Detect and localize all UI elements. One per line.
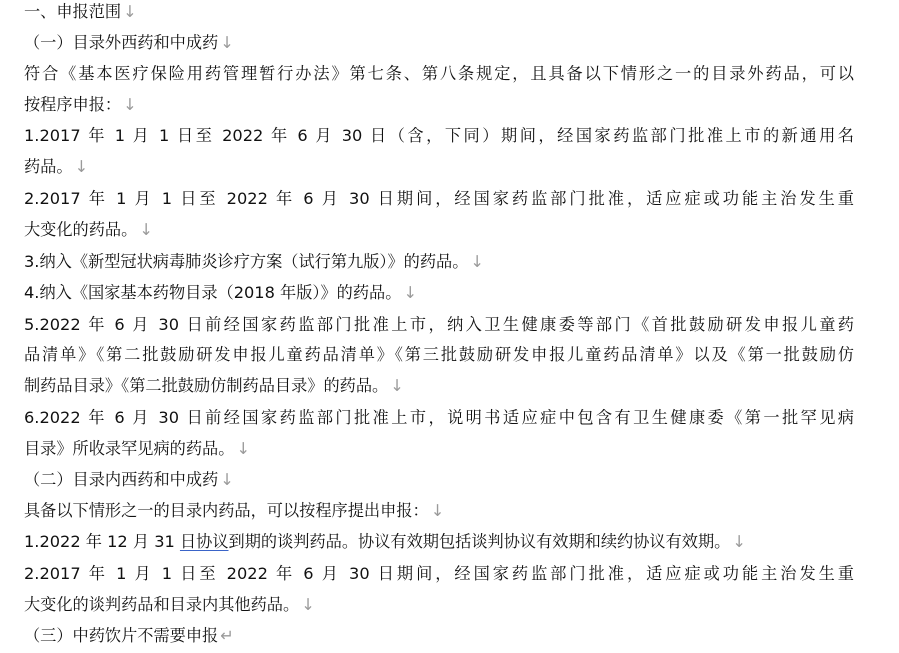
paragraph-mark: ↓ (301, 595, 315, 614)
subsection-heading: （一）目录外西药和中成药 ↓ (24, 33, 234, 52)
text-line: 符合《基本医疗保险用药管理暂行办法》第七条、第八条规定，且具备以下情形之一的目录外药品，可以 (24, 64, 854, 83)
list-item-line: 5.2022 年 6 月 30 日前经国家药监部门批准上市，纳入卫生健康委等部门《首批鼓励研发申报儿童药 (24, 315, 854, 334)
section-heading: 一、申报范围 ↓ (24, 2, 137, 21)
text-line: 具备以下情形之一的目录内药品，可以按程序提出申报： ↓ (24, 501, 445, 520)
paragraph-mark: ↓ (390, 376, 404, 395)
paragraph-mark: ↓ (732, 532, 746, 551)
paragraph-mark: ↓ (123, 2, 137, 21)
list-item-line: 1.2017 年 1 月 1 日至 2022 年 6 月 30 日（含，下同）期间，经国家药监部门批准上市的新通用名 (24, 126, 854, 145)
paragraph-mark: ↓ (220, 470, 234, 489)
text-line: 按程序申报： ↓ (24, 95, 137, 114)
paragraph-mark: ↓ (74, 157, 89, 176)
paragraph-mark: ↓ (470, 252, 484, 271)
list-item-line: 品清单》《第二批鼓励研发申报儿童药品清单》《第三批鼓励研发申报儿童药品清单》以及《第一批鼓励仿 (24, 345, 854, 364)
list-item-line: 2.2017 年 1 月 1 日至 2022 年 6 月 30 日期间，经国家药监部门批准，适应症或功能主治发生重 (24, 189, 854, 208)
subsection-heading: （二）目录内西药和中成药 ↓ (24, 470, 234, 489)
list-item-line: 6.2022 年 6 月 30 日前经国家药监部门批准上市，说明书适应症中包含有卫生健康委《第一批罕见病 (24, 408, 854, 427)
list-item-line: 制药品目录》《第二批鼓励仿制药品目录》的药品。 ↓ (24, 376, 404, 395)
list-item-line: 药品。 ↓ (24, 157, 89, 176)
paragraph-mark: ↓ (430, 501, 445, 520)
list-item-line: 3.纳入《新型冠状病毒肺炎诊疗方案（试行第九版）》的药品。 ↓ (24, 252, 484, 271)
paragraph-mark: ↓ (139, 220, 153, 239)
subsection-heading: （三）中药饮片不需要申报 ↵ (24, 626, 234, 645)
list-item-line: 1.2022 年 12 月 31 日协议到期的谈判药品。协议有效期包括谈判协议有效期和续约协议有效期。 ↓ (24, 532, 746, 551)
paragraph-mark: ↓ (123, 95, 137, 114)
paragraph-mark: ↓ (236, 439, 251, 458)
paragraph-mark: ↓ (403, 283, 418, 302)
underlined-text: 日协议 (179, 532, 229, 551)
list-item-line: 目录》所收录罕见病的药品。 ↓ (24, 439, 251, 458)
list-item-line: 大变化的药品。 ↓ (24, 220, 153, 239)
list-item-line: 大变化的谈判药品和目录内其他药品。 ↓ (24, 595, 315, 614)
paragraph-mark: ↓ (220, 33, 234, 52)
end-mark: ↵ (220, 626, 234, 645)
list-item-line: 4.纳入《国家基本药物目录（2018 年版）》的药品。 ↓ (24, 283, 418, 302)
list-item-line: 2.2017 年 1 月 1 日至 2022 年 6 月 30 日期间，经国家药监部门批准，适应症或功能主治发生重 (24, 564, 854, 583)
